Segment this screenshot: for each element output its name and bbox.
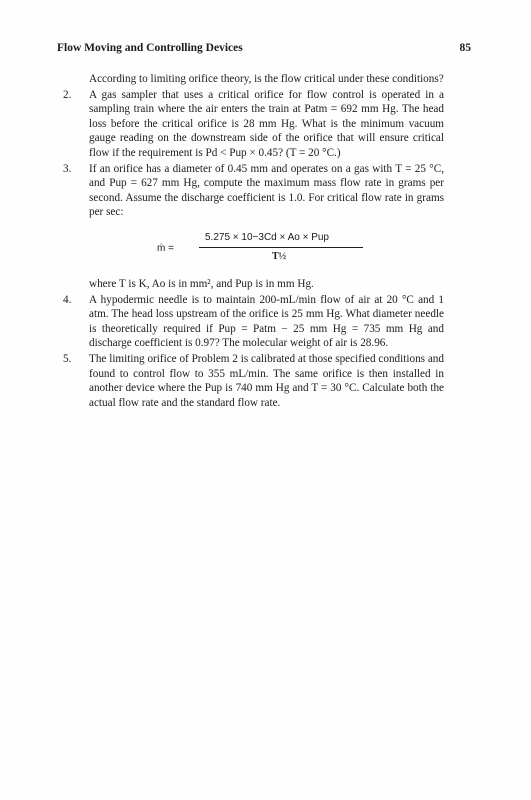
formula-numerator: 5.275 × 10−3Cd × Ao × Pup: [205, 231, 329, 243]
mass-flow-formula: [89, 228, 444, 268]
problem-text: The limiting orifice of Problem 2 is calibrated at those specified conditions and found to control flow to 355 mL/min. The same orifice is then installed in another device where the Pup is 740 mm Hg and T = 30 °C. Calculate both the actual flow rate and the standard flow rate.: [89, 352, 444, 409]
fraction-bar: [199, 247, 363, 248]
page-number: 85: [459, 42, 471, 54]
formula-note: where T is K, Ao is in mm², and Pup is in mm Hg.: [89, 277, 314, 290]
problem-text: If an orifice has a diameter of 0.45 mm and operates on a gas with T = 25 °C, and Pup = 627 mm Hg, compute the maximum mass flow rate in grams per second. Assume the discharge coefficient is 1.0. For critical flow rate in grams per sec:: [89, 162, 444, 219]
formula-denominator: T½: [272, 250, 287, 262]
problem-number: 2.: [63, 88, 72, 101]
page-body: [63, 72, 444, 410]
problem-number: 3.: [63, 162, 72, 175]
problem-item: [63, 88, 444, 161]
problem-item: [63, 293, 444, 351]
intro-paragraph: According to limiting orifice theory, is the flow critical under these conditions?: [89, 73, 444, 85]
problem-item: [63, 162, 444, 220]
problem-item: [63, 352, 444, 410]
problem-text: A gas sampler that uses a critical orifice for flow control is operated in a sampling train where the air enters the train at Patm = 692 mm Hg. The head loss before the critical orifice is 28 mm Hg. What is the minimum vacuum gauge reading on the downstream side of the orifice that will ensure critical flow if the requirement is Pd < Pup × 0.45? (T = 20 °C.): [89, 88, 444, 159]
chapter-title: Flow Moving and Controlling Devices: [57, 42, 243, 54]
formula-lhs: ṁ =: [157, 242, 174, 254]
problem-text: A hypodermic needle is to maintain 200-mL/min flow of air at 20 °C and 1 atm. The head loss upstream of the orifice is 25 mm Hg. What diameter needle is theoretically required if Pup = Patm − 25 mm Hg = 735 mm Hg and discharge coefficient is 0.97? The molecular weight of air is 28.96.: [89, 293, 444, 350]
problem-number: 5.: [63, 352, 72, 365]
problem-number: 4.: [63, 293, 72, 306]
